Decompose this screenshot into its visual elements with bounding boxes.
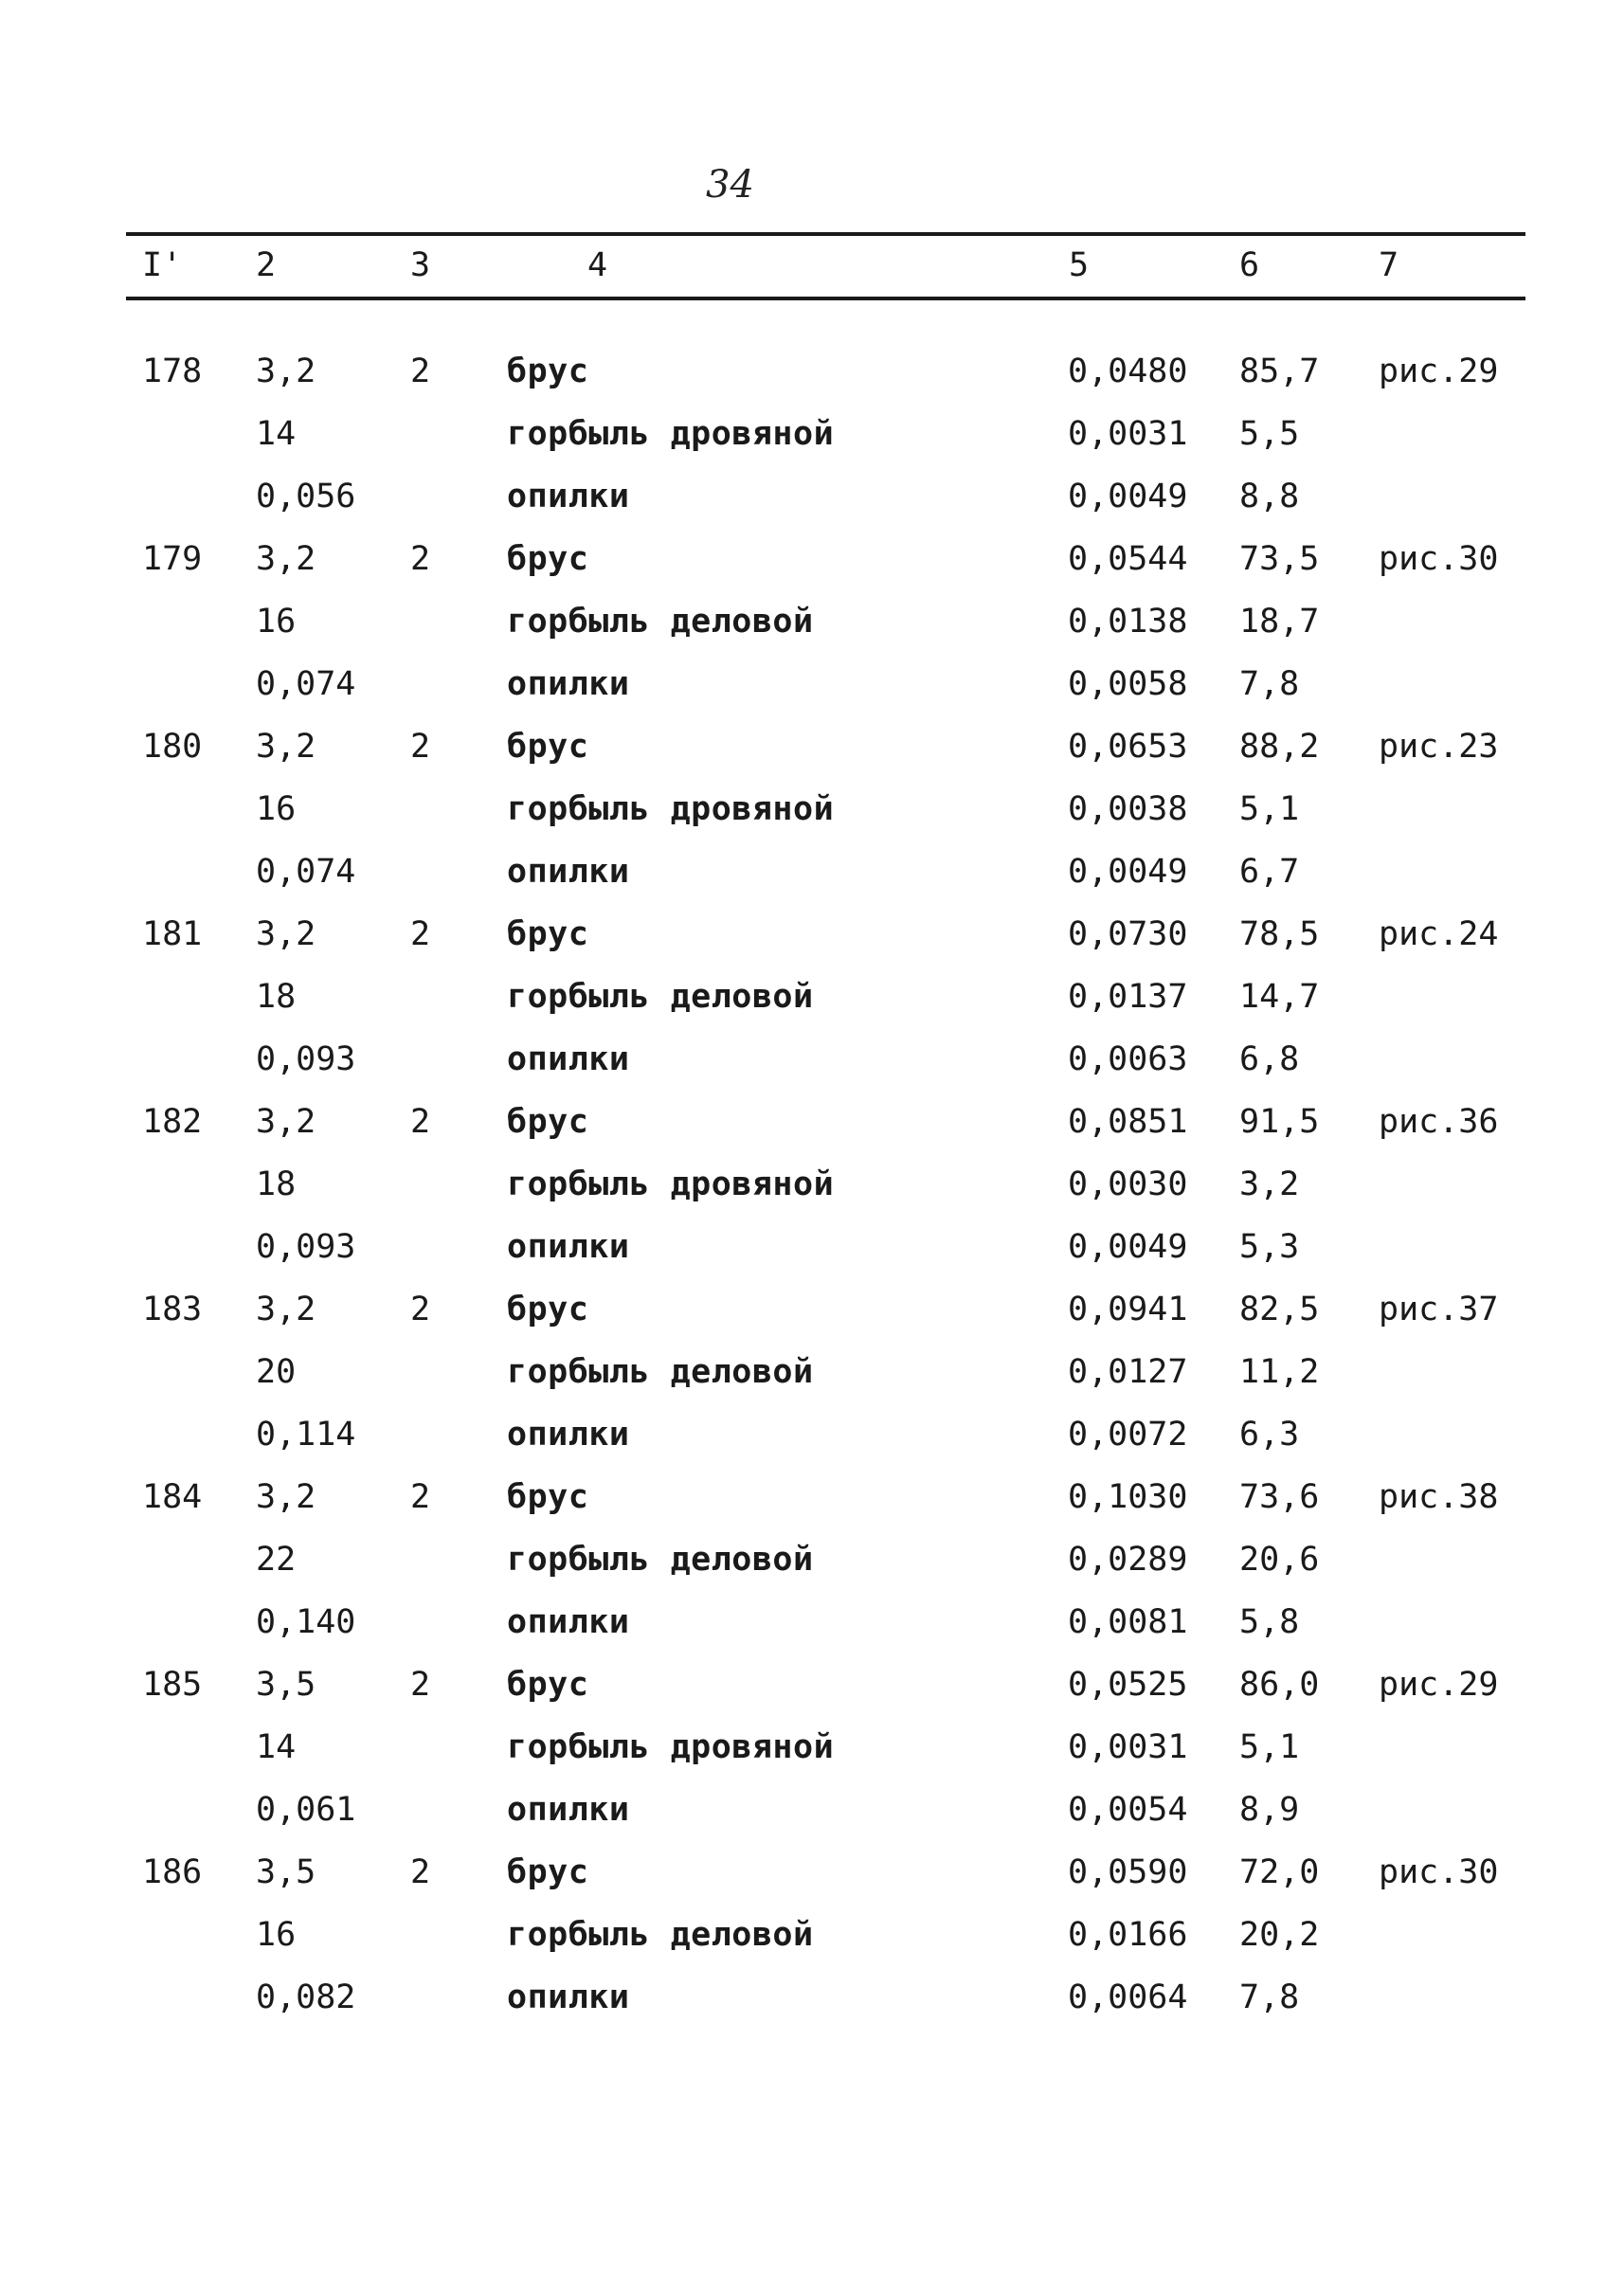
- size-value: 0,082: [256, 1978, 356, 2016]
- percent-value: 88,2: [1239, 728, 1320, 766]
- page-number: 34: [706, 163, 754, 207]
- product-name: брус: [507, 1478, 589, 1516]
- header-col-2: 2: [256, 246, 277, 284]
- table-row-group: [0, 535, 1624, 723]
- figure-ref: рис.29: [1379, 352, 1499, 390]
- count-value: 2: [410, 1478, 431, 1516]
- table-header: [0, 242, 1624, 289]
- product-name: горбыль деловой: [507, 978, 814, 1016]
- count-value: 2: [410, 915, 431, 953]
- percent-value: 85,7: [1239, 352, 1320, 390]
- count-value: 2: [410, 1291, 431, 1328]
- percent-value: 6,8: [1239, 1040, 1300, 1078]
- product-name: брус: [507, 352, 589, 390]
- size-value: 0,074: [256, 853, 356, 891]
- table-top-rule: [126, 232, 1525, 236]
- figure-ref: рис.23: [1379, 728, 1499, 766]
- percent-value: 7,8: [1239, 665, 1300, 703]
- size-value: 3,2: [256, 1291, 316, 1328]
- table-row: [0, 1036, 1624, 1098]
- product-name: брус: [507, 1291, 589, 1328]
- table-row: [0, 410, 1624, 473]
- table-row: [0, 1661, 1624, 1724]
- percent-value: 73,6: [1239, 1478, 1320, 1516]
- table-row: [0, 1223, 1624, 1286]
- size-value: 0,114: [256, 1416, 356, 1454]
- figure-ref: рис.38: [1379, 1478, 1499, 1516]
- size-value: 3,2: [256, 1103, 316, 1141]
- volume-value: 0,0038: [1068, 790, 1188, 828]
- percent-value: 5,1: [1239, 1728, 1300, 1766]
- percent-value: 5,8: [1239, 1603, 1300, 1641]
- product-name: горбыль деловой: [507, 1541, 814, 1579]
- product-name: брус: [507, 540, 589, 578]
- table-row: [0, 1411, 1624, 1473]
- product-name: горбыль деловой: [507, 1916, 814, 1954]
- percent-value: 72,0: [1239, 1853, 1320, 1891]
- table-row: [0, 535, 1624, 598]
- percent-value: 5,5: [1239, 415, 1300, 453]
- size-value: 3,2: [256, 540, 316, 578]
- product-name: горбыль деловой: [507, 1353, 814, 1391]
- volume-value: 0,0137: [1068, 978, 1188, 1016]
- size-value: 0,140: [256, 1603, 356, 1641]
- count-value: 2: [410, 1853, 431, 1891]
- table-row: [0, 1098, 1624, 1161]
- product-name: горбыль дровяной: [507, 415, 835, 453]
- table-row: [0, 1911, 1624, 1974]
- volume-value: 0,0031: [1068, 415, 1188, 453]
- volume-value: 0,0138: [1068, 603, 1188, 641]
- volume-value: 0,0544: [1068, 540, 1188, 578]
- table-row-group: [0, 1661, 1624, 1849]
- size-value: 16: [256, 790, 297, 828]
- count-value: 2: [410, 1103, 431, 1141]
- percent-value: 8,8: [1239, 478, 1300, 515]
- table-row: [0, 1286, 1624, 1348]
- percent-value: 78,5: [1239, 915, 1320, 953]
- volume-value: 0,0063: [1068, 1040, 1188, 1078]
- product-name: опилки: [507, 1040, 630, 1078]
- product-name: горбыль деловой: [507, 603, 814, 641]
- product-name: горбыль дровяной: [507, 1728, 835, 1766]
- size-value: 16: [256, 603, 297, 641]
- percent-value: 3,2: [1239, 1165, 1300, 1203]
- table-row-group: [0, 1849, 1624, 2036]
- count-value: 2: [410, 540, 431, 578]
- row-number: 185: [142, 1666, 203, 1704]
- table-row: [0, 660, 1624, 723]
- table-row: [0, 1161, 1624, 1223]
- size-value: 0,093: [256, 1228, 356, 1266]
- volume-value: 0,0525: [1068, 1666, 1188, 1704]
- row-number: 182: [142, 1103, 203, 1141]
- volume-value: 0,0049: [1068, 478, 1188, 515]
- product-name: опилки: [507, 478, 630, 515]
- size-value: 3,5: [256, 1666, 316, 1704]
- product-name: брус: [507, 1103, 589, 1141]
- volume-value: 0,0031: [1068, 1728, 1188, 1766]
- size-value: 3,5: [256, 1853, 316, 1891]
- volume-value: 0,0081: [1068, 1603, 1188, 1641]
- size-value: 18: [256, 978, 297, 1016]
- volume-value: 0,0730: [1068, 915, 1188, 953]
- row-number: 178: [142, 352, 203, 390]
- percent-value: 7,8: [1239, 1978, 1300, 2016]
- table-header-rule: [126, 297, 1525, 300]
- percent-value: 5,3: [1239, 1228, 1300, 1266]
- percent-value: 20,2: [1239, 1916, 1320, 1954]
- percent-value: 73,5: [1239, 540, 1320, 578]
- percent-value: 11,2: [1239, 1353, 1320, 1391]
- row-number: 183: [142, 1291, 203, 1328]
- row-number: 179: [142, 540, 203, 578]
- table-row: [0, 348, 1624, 410]
- percent-value: 82,5: [1239, 1291, 1320, 1328]
- table-row: [0, 723, 1624, 786]
- volume-value: 0,0030: [1068, 1165, 1188, 1203]
- size-value: 3,2: [256, 728, 316, 766]
- size-value: 20: [256, 1353, 297, 1391]
- header-col-3: 3: [410, 246, 431, 284]
- figure-ref: рис.37: [1379, 1291, 1499, 1328]
- volume-value: 0,0851: [1068, 1103, 1188, 1141]
- volume-value: 0,0049: [1068, 1228, 1188, 1266]
- size-value: 0,056: [256, 478, 356, 515]
- table-row-group: [0, 348, 1624, 535]
- table-row: [0, 786, 1624, 848]
- size-value: 0,093: [256, 1040, 356, 1078]
- size-value: 3,2: [256, 915, 316, 953]
- header-col-1: I': [142, 246, 183, 284]
- header-col-4: 4: [587, 246, 608, 284]
- table-row-group: [0, 911, 1624, 1098]
- size-value: 16: [256, 1916, 297, 1954]
- figure-ref: рис.24: [1379, 915, 1499, 953]
- size-value: 22: [256, 1541, 297, 1579]
- table-row: [0, 1849, 1624, 1911]
- percent-value: 14,7: [1239, 978, 1320, 1016]
- table-row: [0, 1473, 1624, 1536]
- size-value: 0,061: [256, 1791, 356, 1829]
- product-name: опилки: [507, 1791, 630, 1829]
- header-col-5: 5: [1069, 246, 1090, 284]
- volume-value: 0,0941: [1068, 1291, 1188, 1328]
- size-value: 18: [256, 1165, 297, 1203]
- figure-ref: рис.36: [1379, 1103, 1499, 1141]
- table-row: [0, 1348, 1624, 1411]
- volume-value: 0,0653: [1068, 728, 1188, 766]
- table-row: [0, 1724, 1624, 1786]
- percent-value: 86,0: [1239, 1666, 1320, 1704]
- product-name: брус: [507, 1666, 589, 1704]
- volume-value: 0,0058: [1068, 665, 1188, 703]
- table-row: [0, 848, 1624, 911]
- count-value: 2: [410, 1666, 431, 1704]
- volume-value: 0,0049: [1068, 853, 1188, 891]
- size-value: 3,2: [256, 352, 316, 390]
- count-value: 2: [410, 728, 431, 766]
- table-row: [0, 598, 1624, 660]
- volume-value: 0,1030: [1068, 1478, 1188, 1516]
- product-name: горбыль дровяной: [507, 790, 835, 828]
- product-name: опилки: [507, 665, 630, 703]
- volume-value: 0,0590: [1068, 1853, 1188, 1891]
- volume-value: 0,0289: [1068, 1541, 1188, 1579]
- percent-value: 6,7: [1239, 853, 1300, 891]
- table-row-group: [0, 723, 1624, 911]
- product-name: опилки: [507, 1603, 630, 1641]
- volume-value: 0,0072: [1068, 1416, 1188, 1454]
- product-name: брус: [507, 915, 589, 953]
- table-row: [0, 973, 1624, 1036]
- row-number: 186: [142, 1853, 203, 1891]
- volume-value: 0,0480: [1068, 352, 1188, 390]
- table-body: [0, 348, 1624, 2036]
- table-row-group: [0, 1286, 1624, 1473]
- table-row: [0, 1786, 1624, 1849]
- size-value: 0,074: [256, 665, 356, 703]
- percent-value: 18,7: [1239, 603, 1320, 641]
- header-col-7: 7: [1379, 246, 1399, 284]
- table-row: [0, 1974, 1624, 2036]
- percent-value: 8,9: [1239, 1791, 1300, 1829]
- table-row-group: [0, 1473, 1624, 1661]
- table-row: [0, 1536, 1624, 1599]
- product-name: опилки: [507, 1416, 630, 1454]
- size-value: 14: [256, 415, 297, 453]
- volume-value: 0,0064: [1068, 1978, 1188, 2016]
- count-value: 2: [410, 352, 431, 390]
- volume-value: 0,0127: [1068, 1353, 1188, 1391]
- size-value: 3,2: [256, 1478, 316, 1516]
- size-value: 14: [256, 1728, 297, 1766]
- percent-value: 20,6: [1239, 1541, 1320, 1579]
- table-row: [0, 911, 1624, 973]
- product-name: опилки: [507, 853, 630, 891]
- row-number: 181: [142, 915, 203, 953]
- product-name: опилки: [507, 1978, 630, 2016]
- header-col-6: 6: [1239, 246, 1260, 284]
- product-name: брус: [507, 1853, 589, 1891]
- product-name: горбыль дровяной: [507, 1165, 835, 1203]
- percent-value: 91,5: [1239, 1103, 1320, 1141]
- percent-value: 5,1: [1239, 790, 1300, 828]
- volume-value: 0,0054: [1068, 1791, 1188, 1829]
- figure-ref: рис.29: [1379, 1666, 1499, 1704]
- figure-ref: рис.30: [1379, 540, 1499, 578]
- row-number: 184: [142, 1478, 203, 1516]
- table-row: [0, 1599, 1624, 1661]
- product-name: опилки: [507, 1228, 630, 1266]
- figure-ref: рис.30: [1379, 1853, 1499, 1891]
- row-number: 180: [142, 728, 203, 766]
- product-name: брус: [507, 728, 589, 766]
- table-row: [0, 473, 1624, 535]
- table-row-group: [0, 1098, 1624, 1286]
- volume-value: 0,0166: [1068, 1916, 1188, 1954]
- percent-value: 6,3: [1239, 1416, 1300, 1454]
